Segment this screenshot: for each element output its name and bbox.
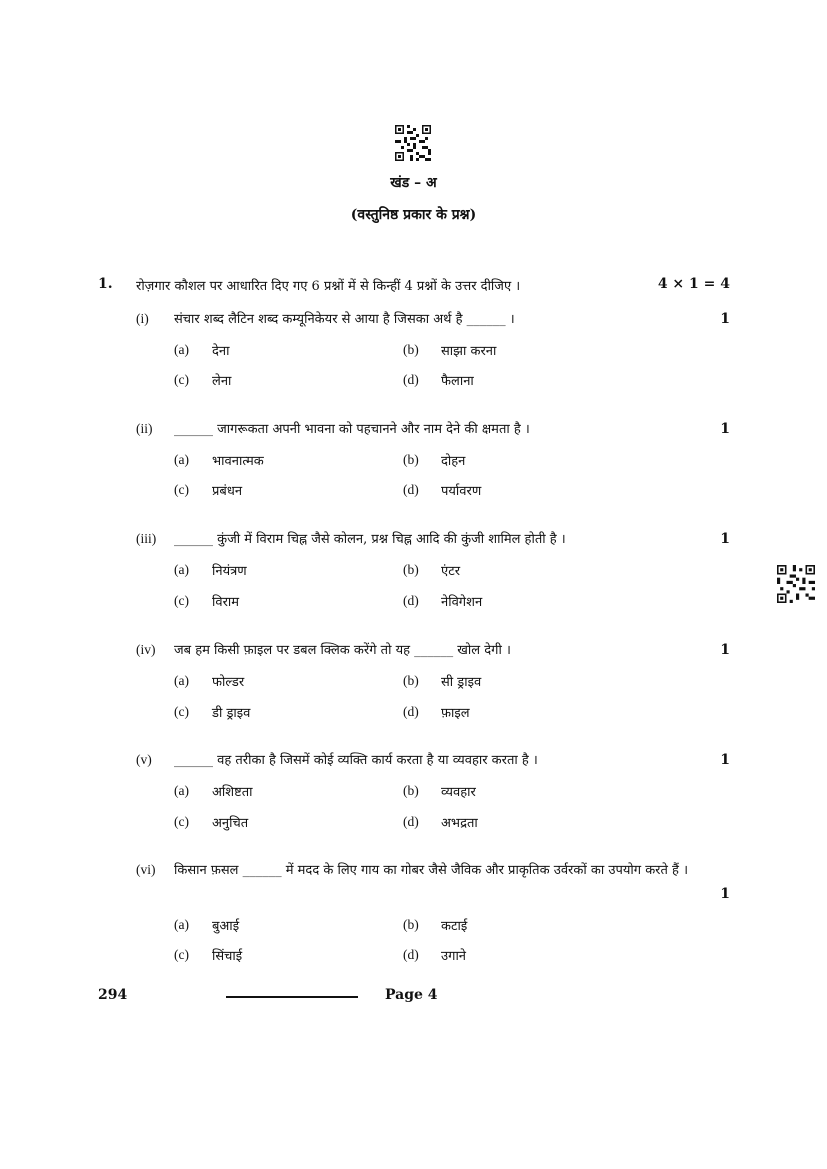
subquestion-mark: 1 xyxy=(720,752,730,768)
option-letter: (d) xyxy=(403,372,419,387)
option-text: साझा करना xyxy=(441,344,497,359)
option-letter: (a) xyxy=(174,452,189,467)
subquestion-text: जब हम किसी फ़ाइल पर डबल क्लिक करेंगे तो यह ______ खोल देगी । xyxy=(174,643,511,658)
question-text: रोज़गार कौशल पर आधारित दिए गए 6 प्रश्नों में से किन्हीं 4 प्रश्नों के उत्तर दीजिए । xyxy=(136,279,521,294)
option-text: अनुचित xyxy=(212,816,249,831)
option-text: नेविगेशन xyxy=(441,595,483,610)
option-text: दोहन xyxy=(441,454,466,469)
option-letter: (d) xyxy=(403,814,419,829)
option-letter: (b) xyxy=(403,917,419,932)
option-letter: (c) xyxy=(174,372,189,387)
subquestion-text: ______ कुंजी में विराम चिह्न जैसे कोलन, प्रश्न चिह्न आदि की कुंजी शामिल होती है । xyxy=(174,532,566,547)
option-letter: (a) xyxy=(174,917,189,932)
subquestion-number: (i) xyxy=(136,311,149,326)
subquestion-number: (vi) xyxy=(136,862,156,877)
option-letter: (d) xyxy=(403,593,419,608)
subquestion-text: किसान फ़सल ______ में मदद के लिए गाय का गोबर जैसे जैविक और प्राकृतिक उर्वरकों का उपयोग करते हैं । xyxy=(174,863,689,878)
option-letter: (a) xyxy=(174,673,189,688)
option-letter: (c) xyxy=(174,704,189,719)
subquestion-text: संचार शब्द लैटिन शब्द कम्यूनिकेयर से आया है जिसका अर्थ है ______ । xyxy=(174,312,515,327)
option-text: बुआई xyxy=(212,919,240,934)
option-letter: (d) xyxy=(403,704,419,719)
option-text: देना xyxy=(212,344,230,359)
option-letter: (b) xyxy=(403,342,419,357)
section-title: खंड – अ xyxy=(390,175,437,191)
option-text: प्रबंधन xyxy=(212,484,243,499)
option-text: उगाने xyxy=(441,949,467,964)
option-letter: (d) xyxy=(403,947,419,962)
subquestion-number: (ii) xyxy=(136,421,153,436)
question-number: 1. xyxy=(98,276,113,292)
option-text: नियंत्रण xyxy=(212,564,247,579)
option-letter: (a) xyxy=(174,342,189,357)
option-text: एंटर xyxy=(441,564,461,579)
subquestion-mark: 1 xyxy=(720,421,730,437)
option-text: सिंचाई xyxy=(212,949,243,964)
option-text: विराम xyxy=(212,595,240,610)
subquestion-mark: 1 xyxy=(720,642,730,658)
option-letter: (b) xyxy=(403,452,419,467)
option-letter: (a) xyxy=(174,783,189,798)
option-text: अशिष्टता xyxy=(212,785,253,800)
option-text: पर्यावरण xyxy=(441,484,482,499)
subquestion-number: (iii) xyxy=(136,531,157,546)
option-text: फोल्डर xyxy=(212,675,245,690)
footer-divider xyxy=(226,996,358,998)
page-number: Page 4 xyxy=(385,987,438,1003)
option-letter: (c) xyxy=(174,482,189,497)
qr-code-top xyxy=(395,125,431,161)
option-text: भावनात्मक xyxy=(212,454,264,469)
option-text: फ़ाइल xyxy=(441,706,470,721)
option-text: लेना xyxy=(212,374,232,389)
option-letter: (c) xyxy=(174,593,189,608)
section-subtitle: (वस्तुनिष्ठ प्रकार के प्रश्न) xyxy=(350,207,477,223)
option-letter: (d) xyxy=(403,482,419,497)
option-letter: (c) xyxy=(174,947,189,962)
option-text: व्यवहार xyxy=(441,785,476,800)
option-text: अभद्रता xyxy=(441,816,478,831)
paper-code: 294 xyxy=(98,987,128,1003)
subquestion-text: ______ वह तरीका है जिसमें कोई व्यक्ति कार्य करता है या व्यवहार करता है । xyxy=(174,753,538,768)
option-text: सी ड्राइव xyxy=(441,675,482,690)
option-letter: (c) xyxy=(174,814,189,829)
option-letter: (b) xyxy=(403,673,419,688)
subquestion-mark: 1 xyxy=(720,886,730,902)
subquestion-mark: 1 xyxy=(720,531,730,547)
qr-code-side xyxy=(777,565,815,603)
subquestion-mark: 1 xyxy=(720,311,730,327)
option-letter: (b) xyxy=(403,562,419,577)
option-text: डी ड्राइव xyxy=(212,706,251,721)
subquestion-number: (v) xyxy=(136,752,152,767)
option-letter: (b) xyxy=(403,783,419,798)
option-text: फैलाना xyxy=(441,374,474,389)
option-letter: (a) xyxy=(174,562,189,577)
option-text: कटाई xyxy=(441,919,468,934)
question-marks: 4 × 1 = 4 xyxy=(657,276,730,292)
subquestion-text: ______ जागरूकता अपनी भावना को पहचानने और नाम देने की क्षमता है । xyxy=(174,422,530,437)
subquestion-number: (iv) xyxy=(136,642,156,657)
